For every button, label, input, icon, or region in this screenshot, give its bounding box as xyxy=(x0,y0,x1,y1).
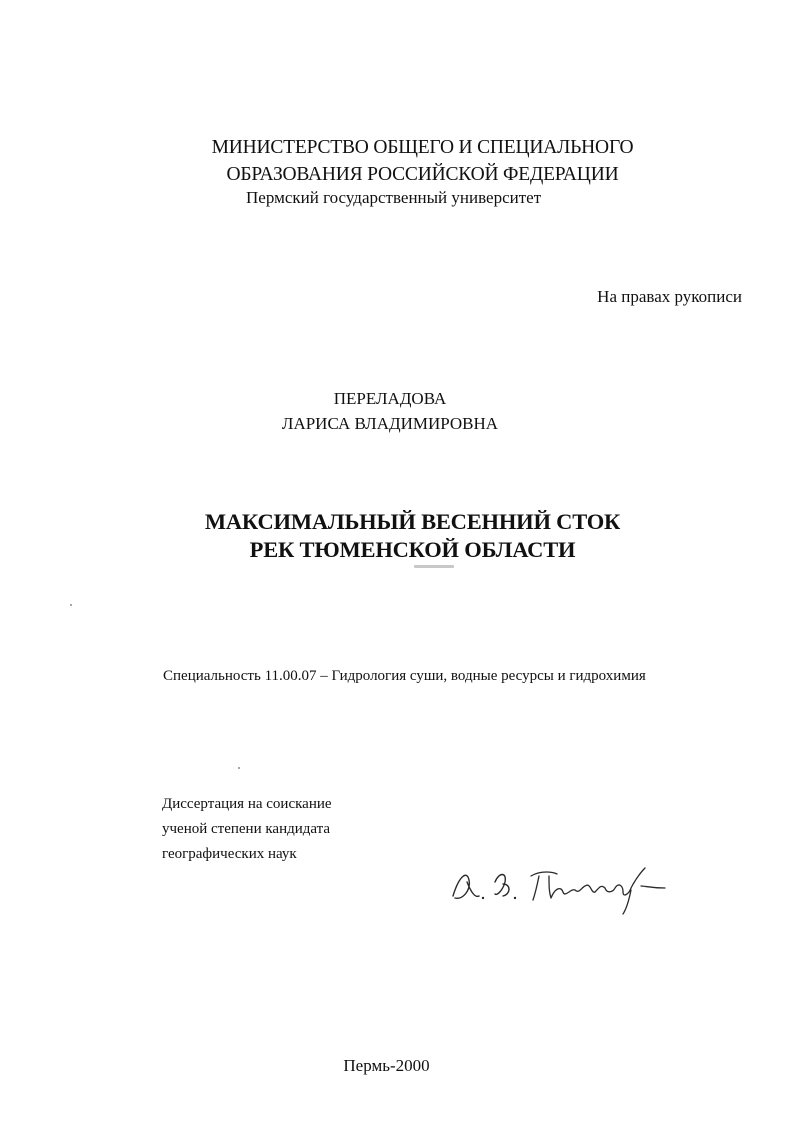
handwritten-signature xyxy=(445,858,685,918)
scan-speck xyxy=(238,767,240,769)
city-year: Пермь-2000 xyxy=(343,1056,430,1075)
title-line-1: МАКСИМАЛЬНЫЙ ВЕСЕННИЙ СТОК xyxy=(204,509,621,534)
ministry-line-2: ОБРАЗОВАНИЯ РОССИЙСКОЙ ФЕДЕРАЦИИ xyxy=(226,164,619,185)
degree-line-2: ученой степени кандидата xyxy=(162,821,331,837)
author-given-names: ЛАРИСА ВЛАДИМИРОВНА xyxy=(281,414,499,433)
author-surname: ПЕРЕЛАДОВА xyxy=(333,389,447,408)
rights-note: На правах рукописи xyxy=(597,287,742,306)
scan-speck xyxy=(70,604,72,606)
author-name xyxy=(0,386,780,436)
title-line-2: РЕК ТЮМЕНСКОЙ ОБЛАСТИ xyxy=(249,537,576,562)
specialty-line: Специальность 11.00.07 – Гидрология суши, водные ресурсы и гидрохимия xyxy=(163,668,646,684)
ministry-line-1: МИНИСТЕРСТВО ОБЩЕГО И СПЕЦИАЛЬНОГО xyxy=(211,137,634,158)
degree-statement xyxy=(162,792,332,867)
degree-line-3: географических наук xyxy=(162,846,297,862)
ministry-heading xyxy=(0,134,793,188)
degree-line-1: Диссертация на соискание xyxy=(162,796,332,812)
university-name: Пермский государственный университет xyxy=(246,188,542,207)
scan-smudge xyxy=(414,565,454,568)
dissertation-title xyxy=(0,508,793,564)
